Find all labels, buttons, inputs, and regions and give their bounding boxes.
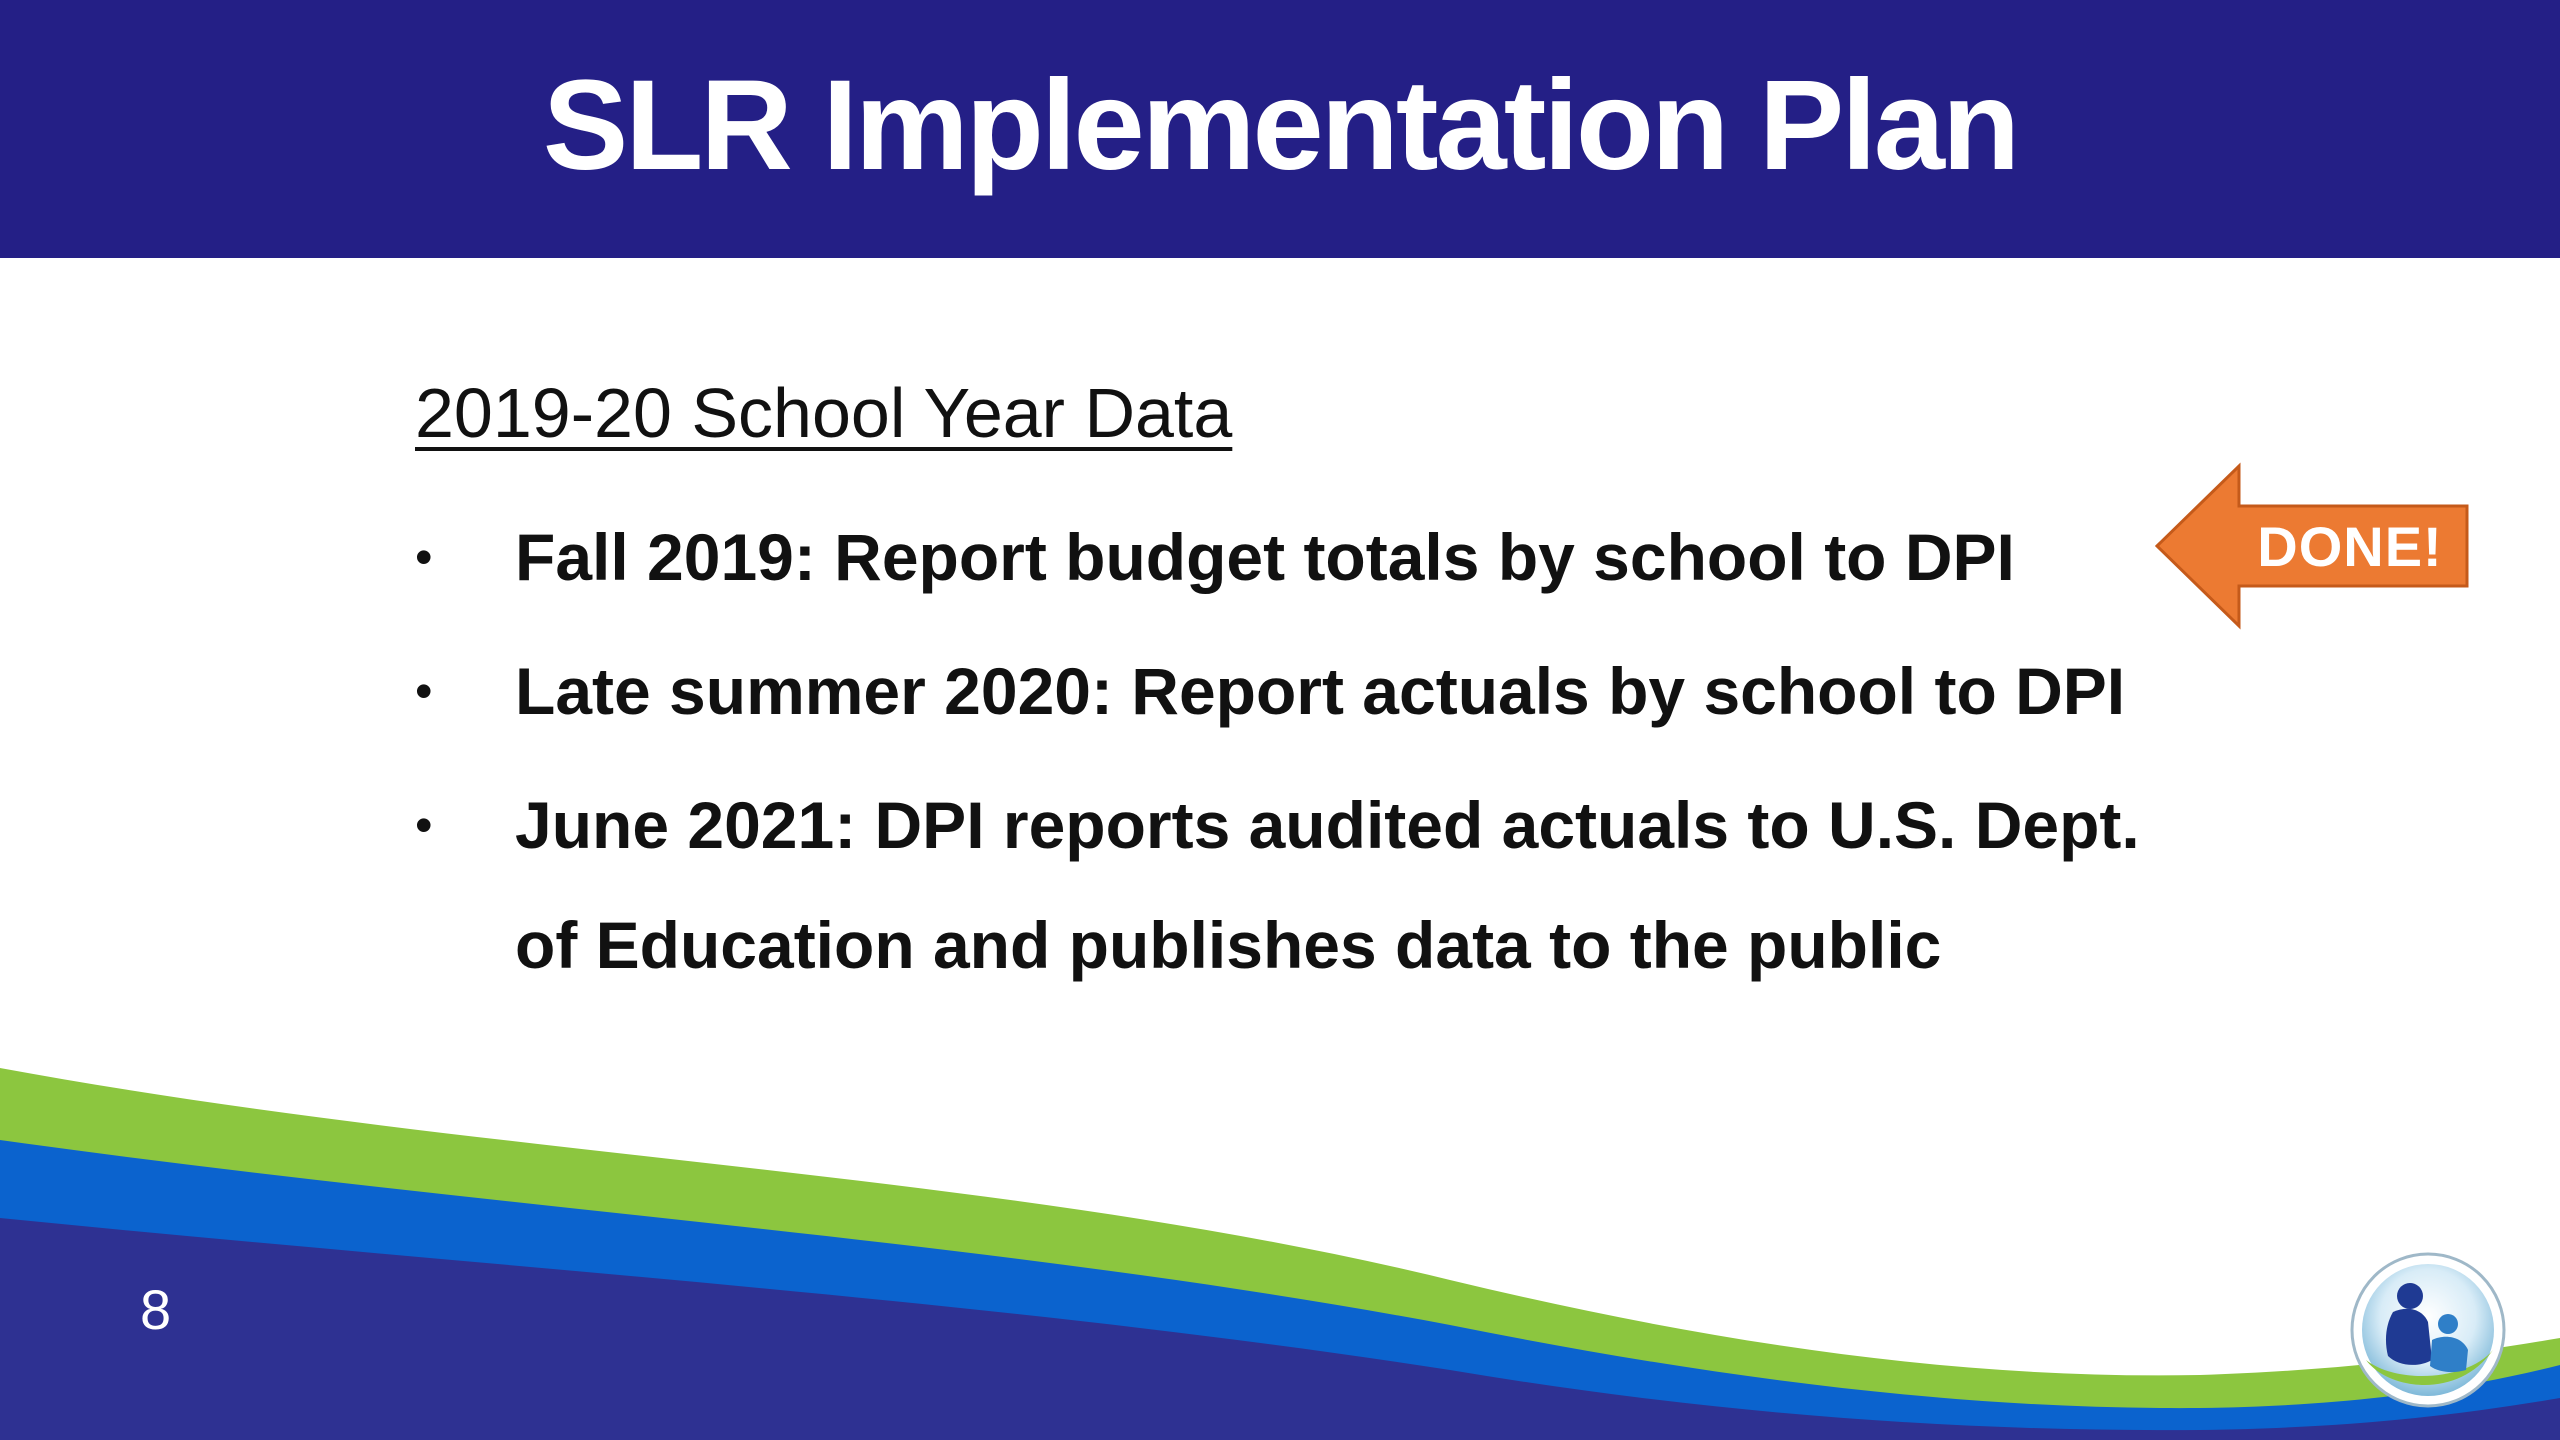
done-label: DONE! bbox=[2257, 514, 2443, 578]
slide-title: SLR Implementation Plan bbox=[542, 54, 2018, 197]
bullet-item bbox=[415, 497, 2175, 617]
page-number: 8 bbox=[140, 1278, 172, 1341]
done-callout bbox=[2155, 462, 2470, 630]
slide-content bbox=[415, 365, 2175, 1019]
bullet-marker: • bbox=[415, 797, 433, 853]
bullet-text: June 2021: DPI reports audited actuals to U.S. Dept. of Education and publishes data to the public bbox=[515, 788, 2140, 982]
parent-child-logo-icon bbox=[2348, 1250, 2508, 1410]
title-bar bbox=[0, 0, 2560, 258]
bullet-text: Fall 2019: Report budget totals by school to DPI bbox=[515, 520, 2015, 594]
bullet-item bbox=[415, 631, 2175, 751]
section-heading: 2019-20 School Year Data bbox=[415, 374, 1233, 452]
bullet-marker: • bbox=[415, 529, 433, 585]
bullet-list bbox=[415, 497, 2175, 1005]
footer-wave bbox=[0, 1020, 2560, 1440]
bullet-marker: • bbox=[415, 663, 433, 719]
bullet-item bbox=[415, 765, 2175, 1005]
bullet-text: Late summer 2020: Report actuals by school to DPI bbox=[515, 654, 2126, 728]
